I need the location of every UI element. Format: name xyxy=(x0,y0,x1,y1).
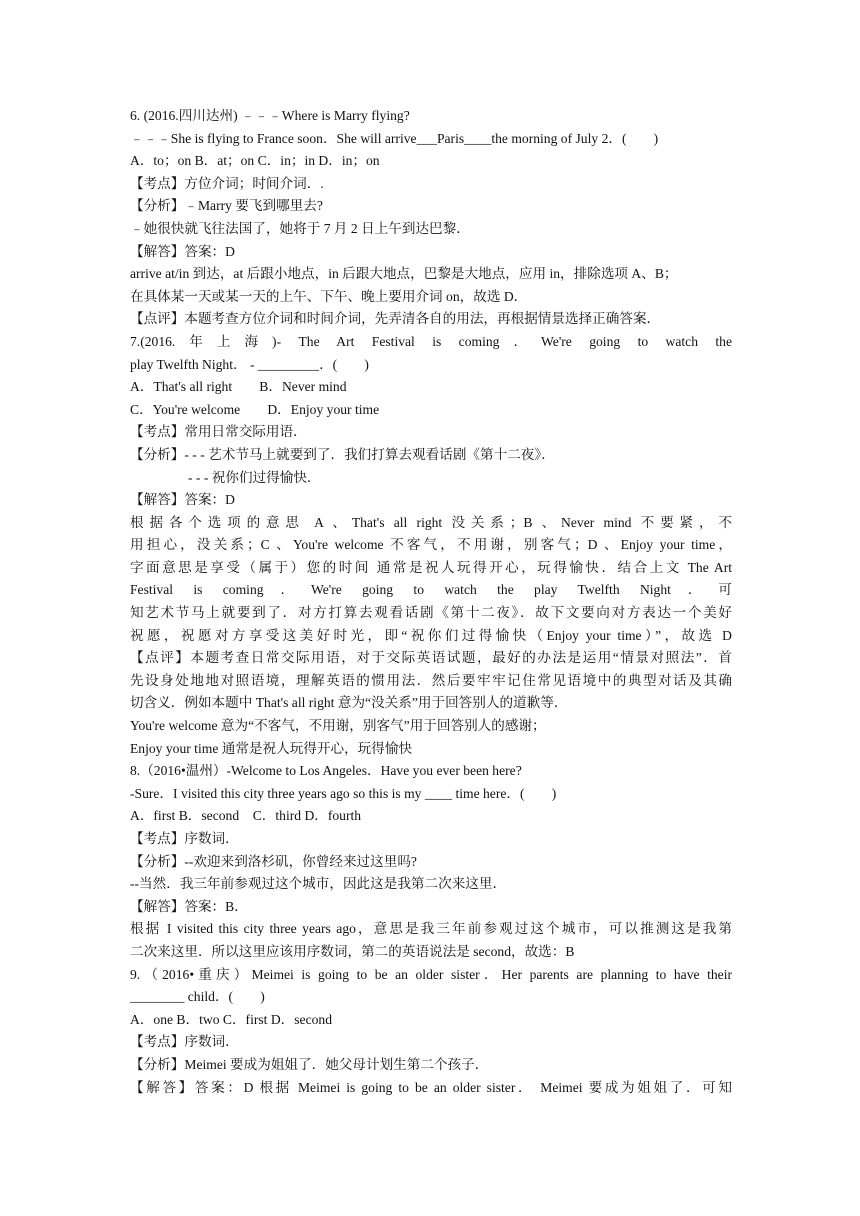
q8-kaodian: 【考点】序数词． xyxy=(130,831,239,846)
q7-jieda: 【解答】答案：D xyxy=(130,492,235,508)
q7-dianping-4: You're welcome 意为“不客气，不用谢，别客气”用于回答别人的感谢； xyxy=(130,718,546,734)
q6-explanation-1: arrive at/in 到达，at 后跟小地点，in 后跟大地点，巴黎是大地点，应用 in，排除选项 A、B； xyxy=(130,266,678,282)
q6-fenxi-2: ﹣她很快就飞往法国了，她将于 7 月 2 日上午到达巴黎． xyxy=(130,220,470,236)
q7-explanation-3: 字面意思是享受（属于）您的时间 通常是祝人玩得开心，玩得愉快．结合上文 The Art xyxy=(130,559,732,575)
q9-jieda: 【解答】答案：D 根据 Meimei is going to be an older sister． Meimei 要成为姐姐了．可知 xyxy=(130,1079,732,1095)
question-7-options-ab: A．That's all right B．Never mind xyxy=(130,379,347,395)
q6-fenxi: 【分析】﹣Marry 要飞到哪里去? xyxy=(130,198,323,214)
document-body xyxy=(130,105,732,1099)
q9-kaodian: 【考点】序数词． xyxy=(130,1034,239,1050)
q7-explanation-5: 知艺术节马上就要到了．对方打算去观看话剧《第十二夜》．故下文要向对方表达一个美好 xyxy=(130,605,732,621)
question-7-stem: 7.(2016.年上海)- The Art Festival is coming．We're going to watch the xyxy=(130,333,732,349)
q7-explanation-1: 根据各个选项的意思 A 、That's all right 没关系；B 、Never mind 不要紧，不 xyxy=(130,514,732,530)
question-8-sentence: -Sure．I visited this city three years ago so this is my ____ time here．( ) xyxy=(130,785,557,801)
question-9-stem-2: ________ child．( ) xyxy=(130,989,265,1005)
question-6-options: A．to；on B．at；on C．in；in D．in；on xyxy=(130,153,380,169)
q7-explanation-6: 祝愿，祝愿对方享受这美好时光，即“祝你们过得愉快（Enjoy your time）”，故选 D xyxy=(130,627,732,643)
q8-explanation-2: 二次来这里．所以这里应该用序数词，第二的英语说法是 second，故选：B xyxy=(130,943,575,959)
question-8-stem: 8.（2016•温州）-Welcome to Los Angeles．Have you ever been here? xyxy=(130,763,522,779)
q7-explanation-2: 用担心，没关系；C 、You're welcome 不客气，不用谢，别客气；D 、Enjoy your time， xyxy=(130,537,732,553)
question-9-options: A．one B．two C．first D．second xyxy=(130,1011,333,1027)
question-8-options: A．first B．second C．third D．fourth xyxy=(130,808,362,824)
q7-dianping-1: 【点评】本题考查日常交际用语，对于交际英语试题，最好的办法是运用“情景对照法”．首 xyxy=(130,650,732,666)
q9-fenxi: 【分析】Meimei 要成为姐姐了．她父母计划生第二个孩子． xyxy=(130,1056,489,1072)
q6-dianping: 【点评】本题考查方位介词和时间介词，先弄清各自的用法，再根据情景选择正确答案． xyxy=(130,311,661,327)
question-6-sentence: ﹣﹣﹣She is flying to France soon．She will arrive___Paris____the morning of July 2．( ) xyxy=(130,130,659,146)
q8-fenxi-2: --当然．我三年前参观过这个城市，因此这是我第二次来这里． xyxy=(130,876,507,892)
q8-jieda: 【解答】答案：B． xyxy=(130,898,248,914)
q7-fenxi-2: - - - 祝你们过得愉快． xyxy=(188,469,321,485)
question-7-options-cd: C．You're welcome D．Enjoy your time xyxy=(130,401,380,417)
q7-fenxi: 【分析】- - - 艺术节马上就要到了．我们打算去观看话剧《第十二夜》． xyxy=(130,446,555,462)
q7-explanation-4: Festival is coming．We're going to watch the play Twelfth Night．可 xyxy=(130,582,732,598)
question-9-stem: 9.（2016•重庆）Meimei is going to be an older sister．Her parents are planning to have their xyxy=(130,966,732,982)
q7-dianping-3: 切含义．例如本题中 That's all right 意为“没关系”用于回答别人的道歉等． xyxy=(130,695,568,711)
question-6-stem: 6. (2016.四川达州) ﹣﹣﹣Where is Marry flying? xyxy=(130,108,410,123)
q7-dianping-5: Enjoy your time 通常是祝人玩得开心，玩得愉快 xyxy=(130,740,413,756)
q7-dianping-2: 先设身处地地对照语境，理解英语的惯用法．然后要牢牢记住常见语境中的典型对话及其确 xyxy=(130,672,732,688)
question-7-stem-2: play Twelfth Night． - _________．( ) xyxy=(130,356,369,372)
q7-kaodian: 【考点】常用日常交际用语． xyxy=(130,424,307,440)
q6-explanation-2: 在具体某一天或某一天的上午、下午、晚上要用介词 on，故选 D． xyxy=(130,288,528,304)
q6-jieda: 【解答】答案：D xyxy=(130,243,235,259)
q6-kaodian: 【考点】方位介词；时间介词．. xyxy=(130,175,324,191)
q8-explanation-1: 根据 I visited this city three years ago，意思是我三年前参观过这个城市，可以推测这是我第 xyxy=(130,921,732,937)
q8-fenxi: 【分析】--欢迎来到洛杉矶，你曾经来过这里吗? xyxy=(130,853,417,869)
